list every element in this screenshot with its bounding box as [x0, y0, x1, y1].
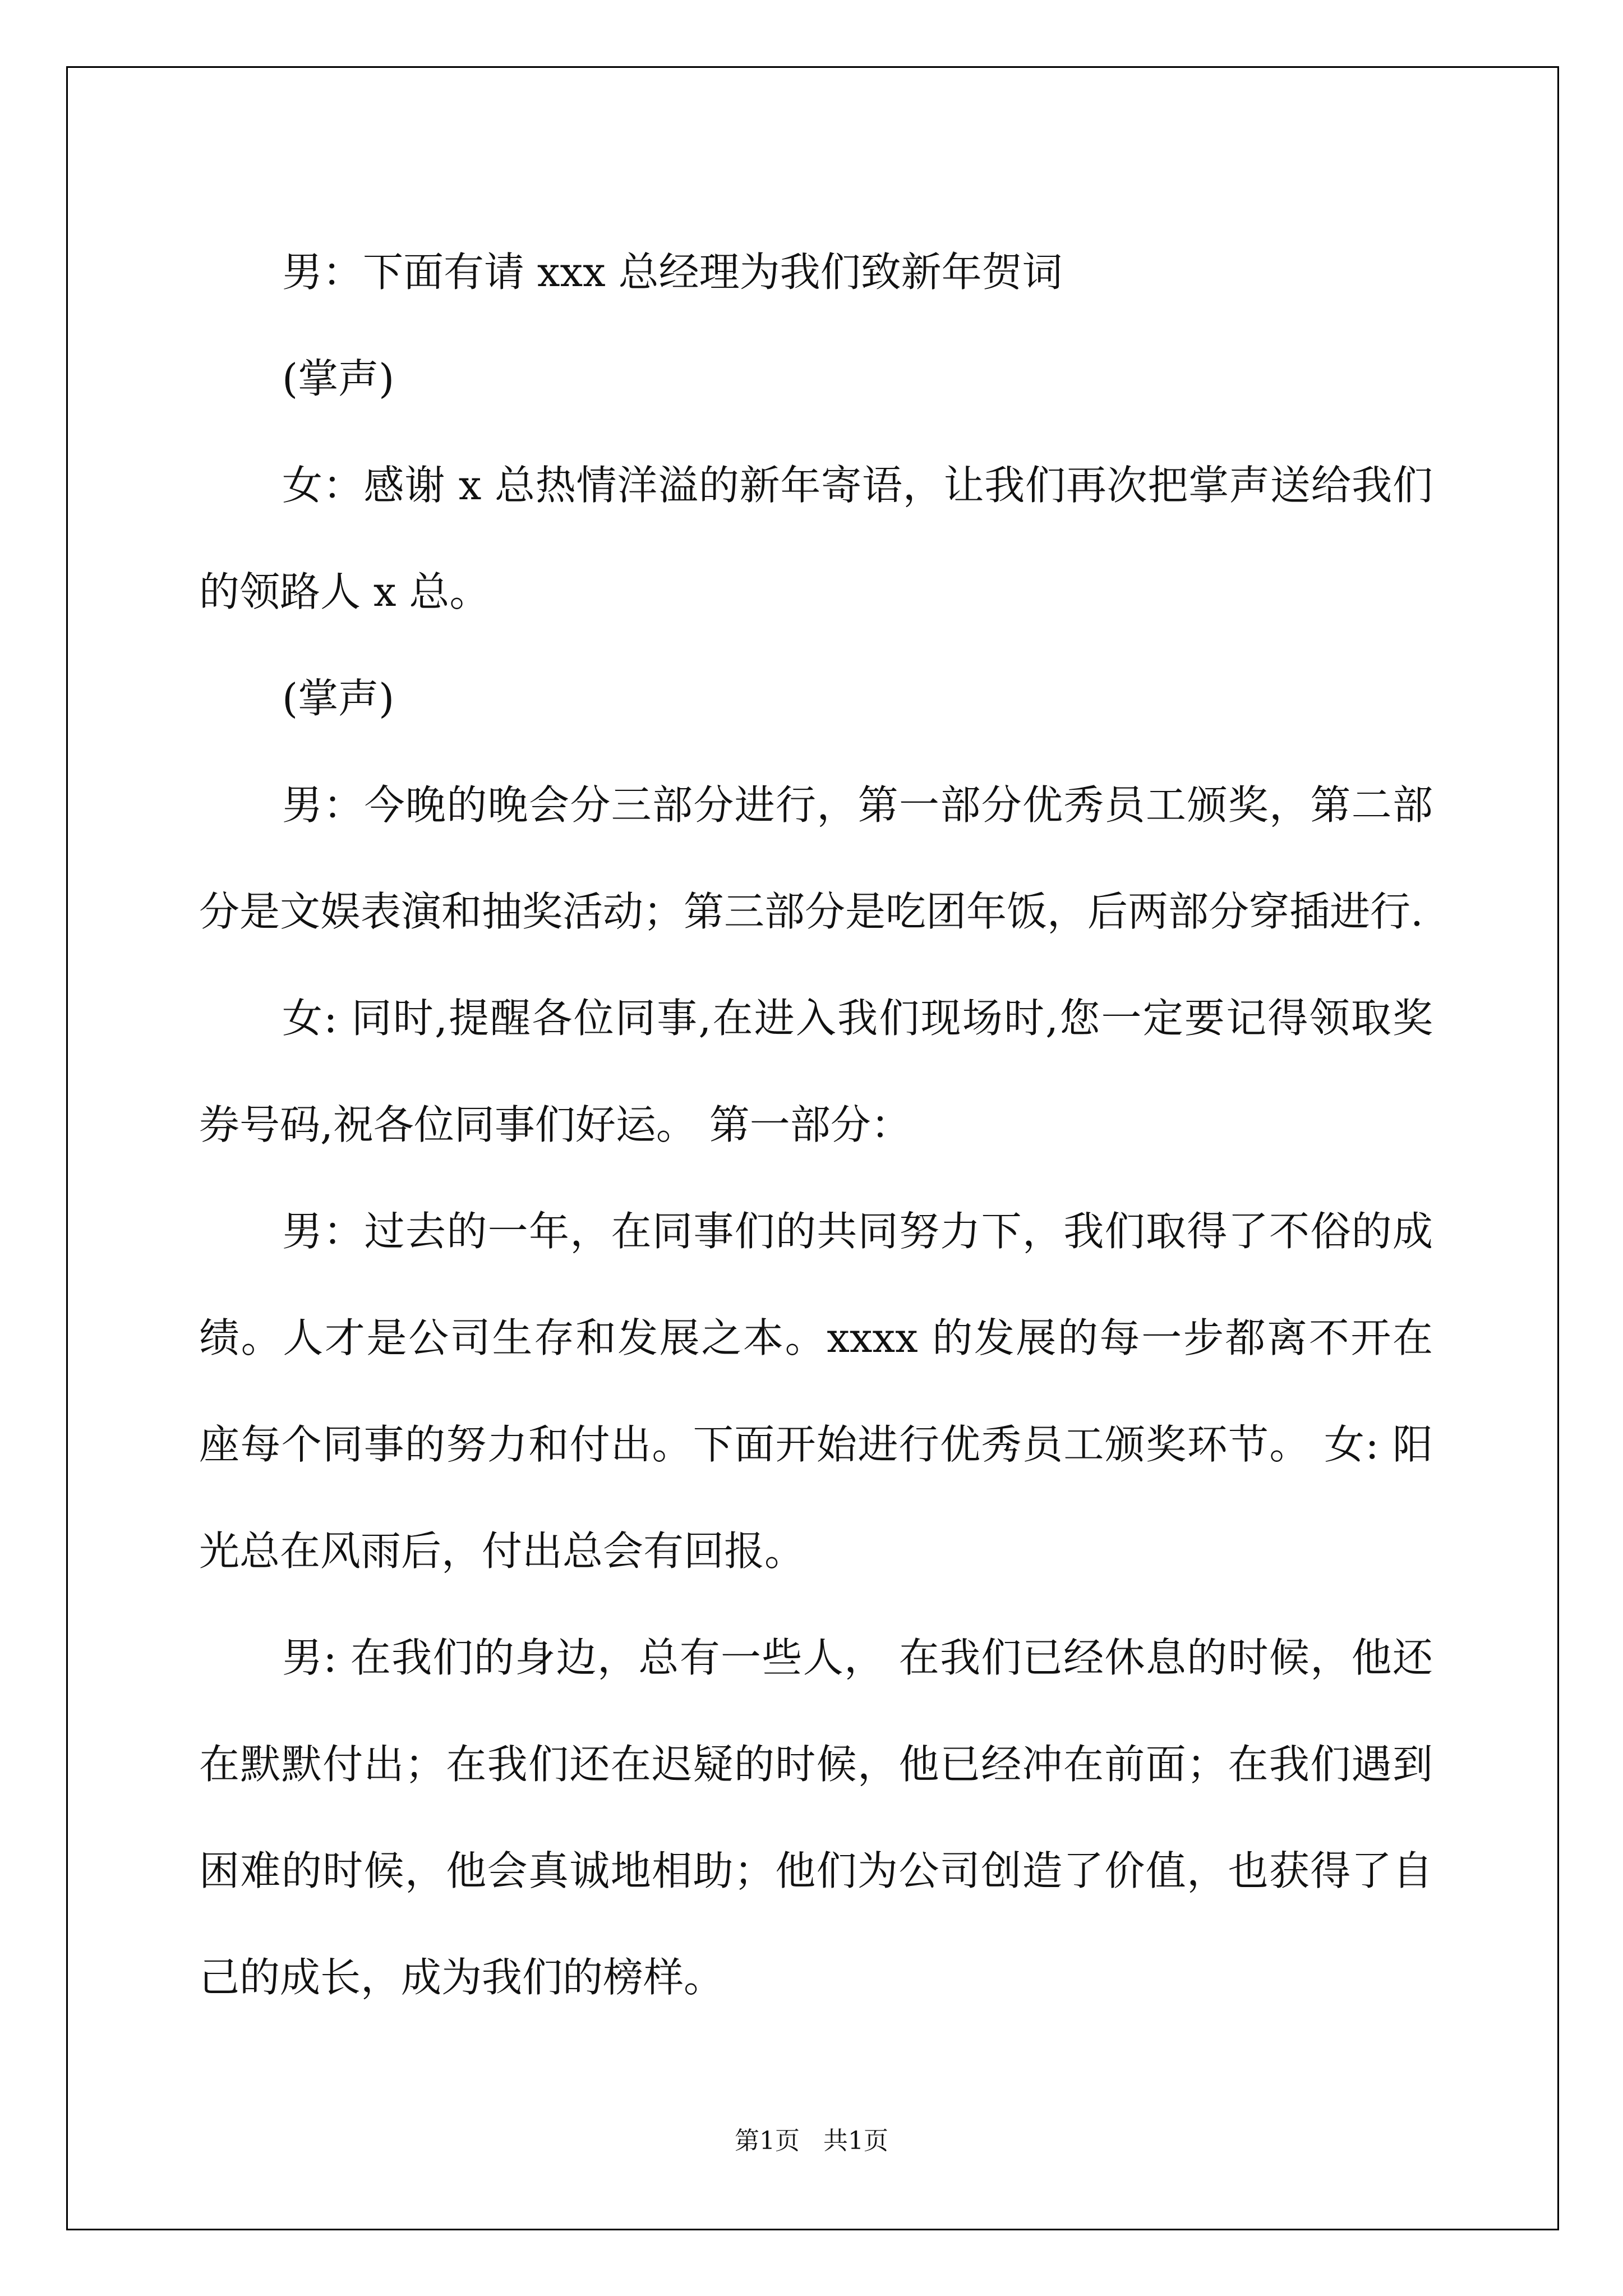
paragraph: 女: 同时,提醒各位同事,在进入我们现场时,您一定要记得领取奖券号码,祝各位同事们好运。 第一部分：	[199, 995, 1433, 1148]
paragraph: (掌声)	[282, 675, 395, 722]
paragraph: 女：感谢 x 总热情洋溢的新年寄语，让我们再次把掌声送给我们的领路人 x 总。	[199, 462, 1433, 615]
paragraph: 男：今晚的晚会分三部分进行，第一部分优秀员工颁奖，第二部分是文娱表演和抽奖活动；第三部分是吃团年饭，后两部分穿插进行.	[199, 781, 1433, 935]
document-body	[199, 219, 1433, 2031]
paragraph: 男：过去的一年，在同事们的共同努力下，我们取得了不俗的成绩。人才是公司生存和发展之本。xxxx 的发展的每一步都离不开在座每个同事的努力和付出。下面开始进行优秀员工颁奖环节。 女: 阳光总在风雨后，付出总会有回报。	[199, 1208, 1433, 1575]
paragraph: 男: 在我们的身边，总有一些人， 在我们已经休息的时候，他还在默默付出；在我们还在迟疑的时候，他已经冲在前面；在我们遇到困难的时候，他会真诚地相助；他们为公司创造了价值，也获得了自己的成长，成为我们的榜样。	[199, 1634, 1433, 2001]
page-footer: 第1页 共1页	[735, 2127, 888, 2155]
paragraph: 男：下面有请 xxx 总经理为我们致新年贺词	[282, 249, 1063, 296]
paragraph: (掌声)	[282, 355, 395, 402]
